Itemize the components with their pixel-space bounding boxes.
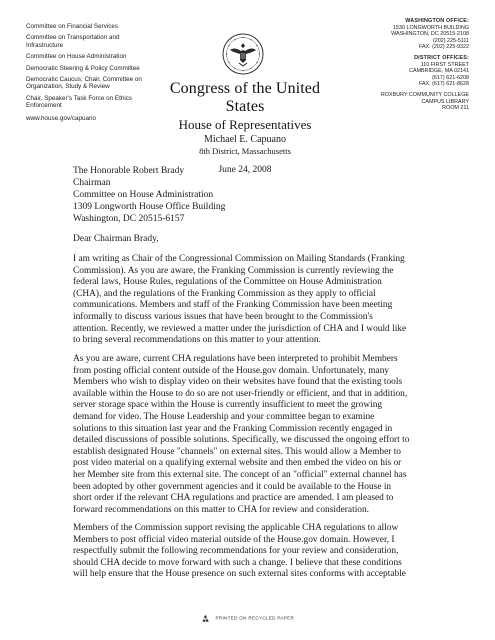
house-title: House of Representatives	[178, 117, 312, 132]
body-line: short order if the relevant CHA regulations and practice are amended. I am pleased to	[73, 493, 394, 504]
footer	[0, 614, 495, 623]
recipient-line: The Honorable Robert Brady	[73, 166, 185, 176]
letterhead	[150, 80, 340, 176]
office-line: 1530 LONGWORTH BUILDING	[393, 24, 469, 31]
committee-item: Chair, Speaker's Task Force on Ethics Enforcement	[26, 94, 133, 110]
body-line: forward recommendations on this matter to CHA for review and consideration.	[73, 504, 370, 515]
recycled-paper-note: PRINTED ON RECYCLED PAPER	[215, 615, 295, 621]
office-line: 110 FIRST STREET	[420, 61, 469, 68]
body-line: to bring several recommendations on this matter to your attention.	[73, 335, 321, 346]
body-line: communications. Members and staff of the Franking Commission have been meeting	[73, 300, 393, 311]
office-heading: DISTRICT OFFICES:	[414, 54, 469, 61]
body-line: Members of the Commission support revising the applicable CHA regulations to allow	[73, 523, 399, 533]
body-line: Members to post official video material outside of the House.gov domain. However, I	[73, 534, 395, 545]
committee-item: Democratic Caucus; Chair, Committee on Organization, Study & Review	[26, 76, 142, 91]
office-line: WASHINGTON, DC 20515-2108	[391, 31, 469, 38]
district-office	[349, 55, 469, 88]
body-line: detailed discussions of possible solutions. Specifically, we discussed the ongoing effort to	[73, 435, 410, 446]
body-line: from posting official content outside of the House.gov domain. Unfortunately, many	[73, 365, 390, 376]
recycle-icon	[201, 614, 210, 623]
roxbury-office	[349, 92, 469, 112]
body-line: I am writing as Chair of the Congressional Commission on Mailing Standards (Franking	[73, 254, 405, 264]
office-heading: WASHINGTON OFFICE:	[405, 18, 469, 24]
washington-office	[349, 18, 469, 51]
office-line: (202) 225-5111	[432, 37, 469, 44]
office-line: CAMBRIDGE, MA 02141	[409, 68, 469, 75]
member-name: Michael E. Capuano	[204, 134, 286, 145]
body-line: will help ensure that the House presence on such external sites conforms with acceptable	[73, 569, 406, 580]
body-line: Commission). As you are aware, the Franking Commission is currently reviewing the	[73, 265, 394, 276]
body-line: federal laws, House Rules, regulations of the Committee on House Administration	[73, 277, 382, 288]
recipient-address	[73, 165, 225, 225]
congress-title: Congress of the United States	[169, 80, 321, 115]
body-paragraph	[73, 254, 473, 347]
committee-item: Committee on Financial Services	[26, 23, 119, 30]
body-line: establish designated House "channels" on external sites. This would allow a Member to	[73, 446, 401, 457]
body-line: attention. Recently, we reviewed a matter under the jurisdiction of CHA and I would like	[73, 323, 407, 334]
recipient-line: Chairman	[73, 178, 111, 188]
letter-date: June 24, 2008	[218, 165, 272, 175]
body-line: server storage space within the House is currently insufficient to meet the growing	[73, 400, 383, 411]
member-district: 8th District, Massachusetts	[199, 146, 291, 156]
recipient-line: Washington, DC 20515-6157	[73, 214, 185, 224]
body-line: informally to discuss various issues that have been brought to the Commission's	[73, 311, 373, 322]
body-line: been adopted by other government agencies and it could be available to the House in	[73, 481, 392, 492]
body-line: Members who wish to display video on their websites have found that the existing tools	[73, 377, 403, 388]
office-line: CAMPUS LIBRARY	[421, 98, 469, 105]
recipient-line: 1309 Longworth House Office Building	[73, 202, 226, 212]
office-line: FAX: (202) 225-9322	[418, 44, 469, 51]
committee-list	[26, 23, 156, 122]
salutation: Dear Chairman Brady,	[73, 234, 159, 244]
office-line: FAX: (617) 621-8628	[418, 81, 469, 88]
body-line: available within the House to do so are not user-friendly or efficient, and that in addition,	[73, 388, 408, 399]
body-line: demand for video. The House Leadership and your committee began to examine	[73, 411, 375, 422]
body-line: post video material on a qualifying external website and then embed the video on his or	[73, 458, 402, 469]
committee-item: Democratic Steering & Policy Committee	[26, 64, 140, 72]
body-line: As you are aware, current CHA regulations have been interpreted to prohibit Members	[73, 354, 398, 364]
committee-item: Committee on Transportation and Infrastructure	[26, 34, 120, 49]
website-link[interactable]: www.house.gov/capuano	[26, 114, 97, 122]
body-line: her Member site from this external site. The concept of an "official" external channel has	[73, 469, 407, 480]
body-paragraph	[73, 523, 473, 581]
office-addresses	[349, 18, 469, 116]
body-line: solutions to this situation last year and the Franking Commission recently engaged in	[73, 423, 393, 434]
house-seal-icon	[222, 33, 264, 75]
body-line: should CHA decide to move forward with such a change. I believe that these conditions	[73, 557, 402, 568]
office-line: ROXBURY COMMUNITY COLLEGE	[380, 91, 469, 98]
body-paragraph	[73, 354, 473, 516]
recipient-line: Committee on House Administration	[73, 190, 214, 200]
office-line: (617) 621-6208	[432, 74, 469, 81]
committee-item: Committee on House Administration	[26, 53, 127, 61]
office-line: ROOM 211	[442, 105, 469, 112]
body-line: (CHA), and the regulations of the Franking Commission as they apply to official	[73, 288, 376, 299]
body-line: respectfully submit the following recommendations for your review and consideration,	[73, 546, 399, 557]
